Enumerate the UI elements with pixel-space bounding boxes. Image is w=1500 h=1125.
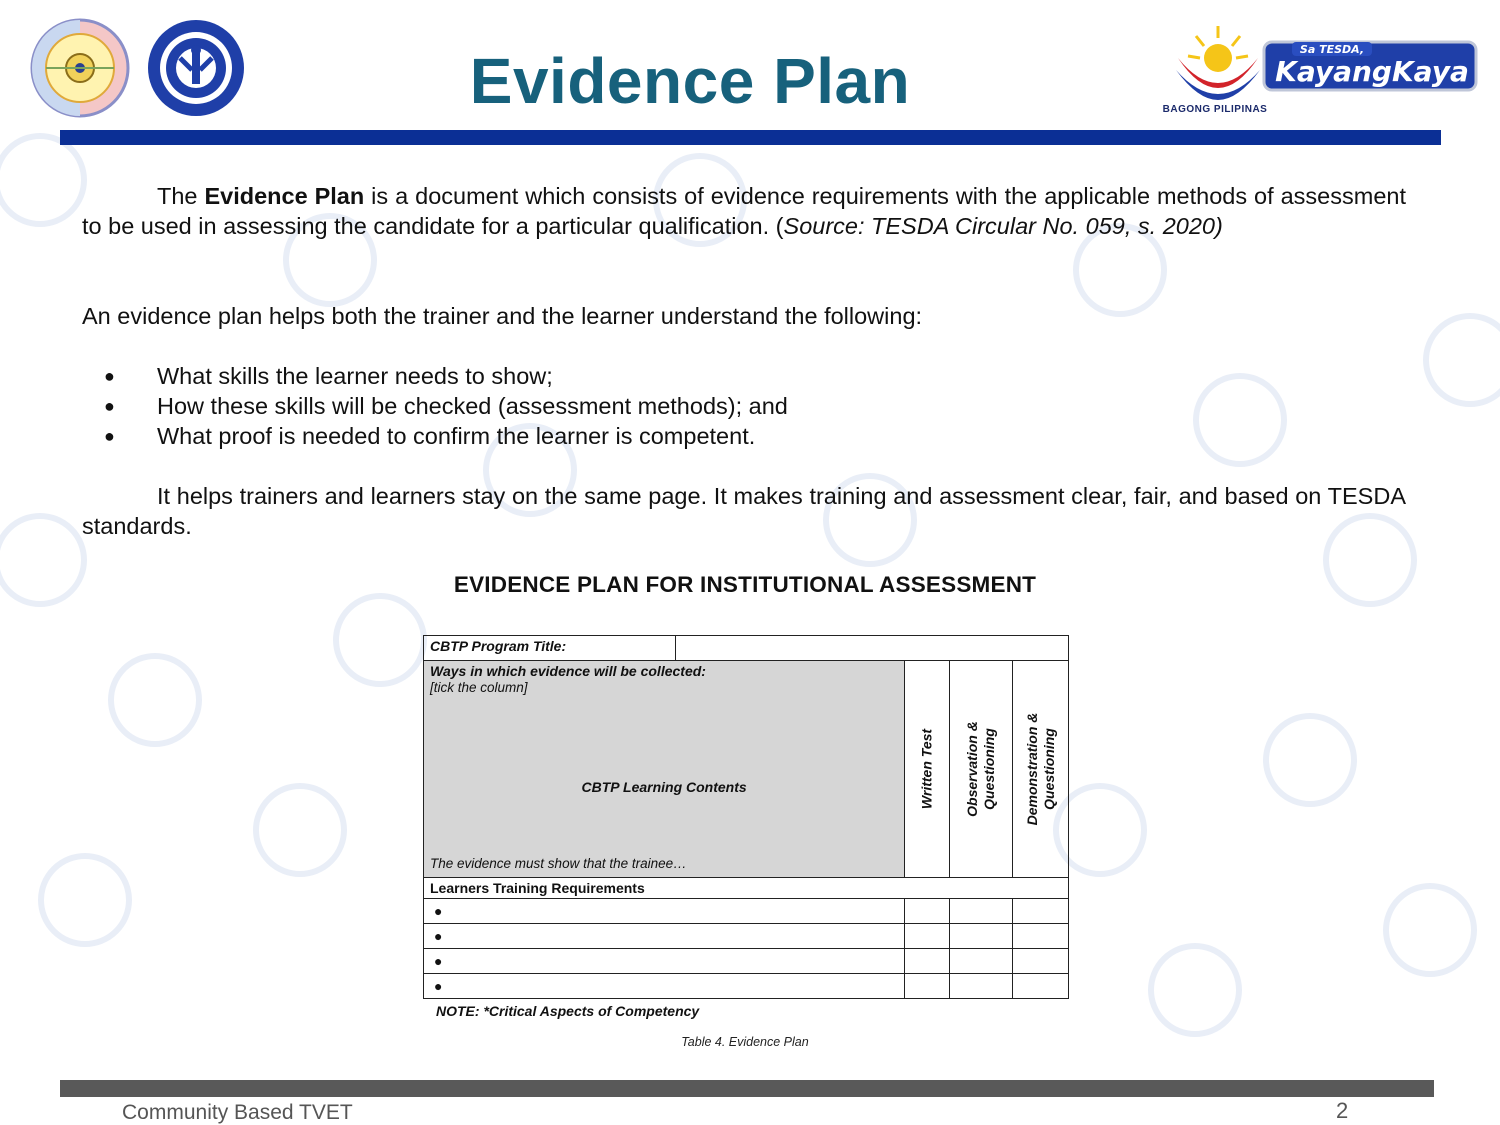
bullet-icon: ● [424,949,905,974]
table-caption: Table 4. Evidence Plan [681,1035,809,1049]
bullet-list [82,361,1406,451]
program-title-label: CBTP Program Title: [424,636,676,661]
column-demonstration-questioning: Demonstration & Questioning [1013,661,1069,878]
footer-bar [60,1080,1434,1097]
list-item: ● What skills the learner needs to show; [82,361,1406,391]
table-row [424,949,1069,974]
bullet-icon: ● [104,426,115,446]
bullet-icon: ● [104,396,115,416]
bullet-icon: ● [424,924,905,949]
header-divider-bar [60,130,1441,145]
program-title-value [675,636,1068,661]
column-observation-questioning: Observation & Questioning [950,661,1013,878]
evidence-plan-term: Evidence Plan [204,183,365,209]
column-written-test: Written Test [905,661,950,878]
learning-contents-label: CBTP Learning Contents [581,779,747,795]
table-note: NOTE: *Critical Aspects of Competency [436,1003,700,1019]
footer-label: Community Based TVET [122,1101,353,1124]
list-item: ● How these skills will be checked (assessment methods); and [82,391,1406,421]
ways-label: Ways in which evidence will be collected: [430,663,706,679]
svg-text:Sa TESDA,: Sa TESDA, [1299,43,1365,56]
table-row [424,924,1069,949]
page-title: Evidence Plan [469,45,911,117]
requirements-label: Learners Training Requirements [424,878,1069,899]
evidence-must-label: The evidence must show that the trainee… [430,856,687,871]
bagong-pilipinas-label: BAGONG PILIPINAS [1162,104,1268,115]
bullet-icon: ● [424,974,905,999]
tick-label: [tick the column] [430,680,528,695]
table-row [424,899,1069,924]
bullet-icon: ● [424,899,905,924]
page-number: 2 [1336,1098,1349,1123]
intro-paragraph: The Evidence Plan is a document which consists of evidence requirements with the applicable methods of assessment to be used in assessing the candidate for a particular qualification. (Source: TESDA Circular No. 059, s. 2020) [82,183,1406,239]
evidence-plan-table [423,635,1069,999]
source-citation: Source: TESDA Circular No. 059, s. 2020) [783,213,1223,239]
table-row [424,974,1069,999]
closing-paragraph: It helps trainers and learners stay on the same page. It makes training and assessment clear, fair, and based on TESDA standards. [82,483,1406,539]
helps-paragraph: An evidence plan helps both the trainer and the learner understand the following: [82,303,923,329]
ways-evidence-cell [424,661,905,878]
svg-text:KayangKaya: KayangKaya [1275,55,1469,88]
bullet-icon: ● [104,366,115,386]
list-item: ● What proof is needed to confirm the learner is competent. [82,421,1406,451]
table-heading: EVIDENCE PLAN FOR INSTITUTIONAL ASSESSMENT [453,572,1037,597]
